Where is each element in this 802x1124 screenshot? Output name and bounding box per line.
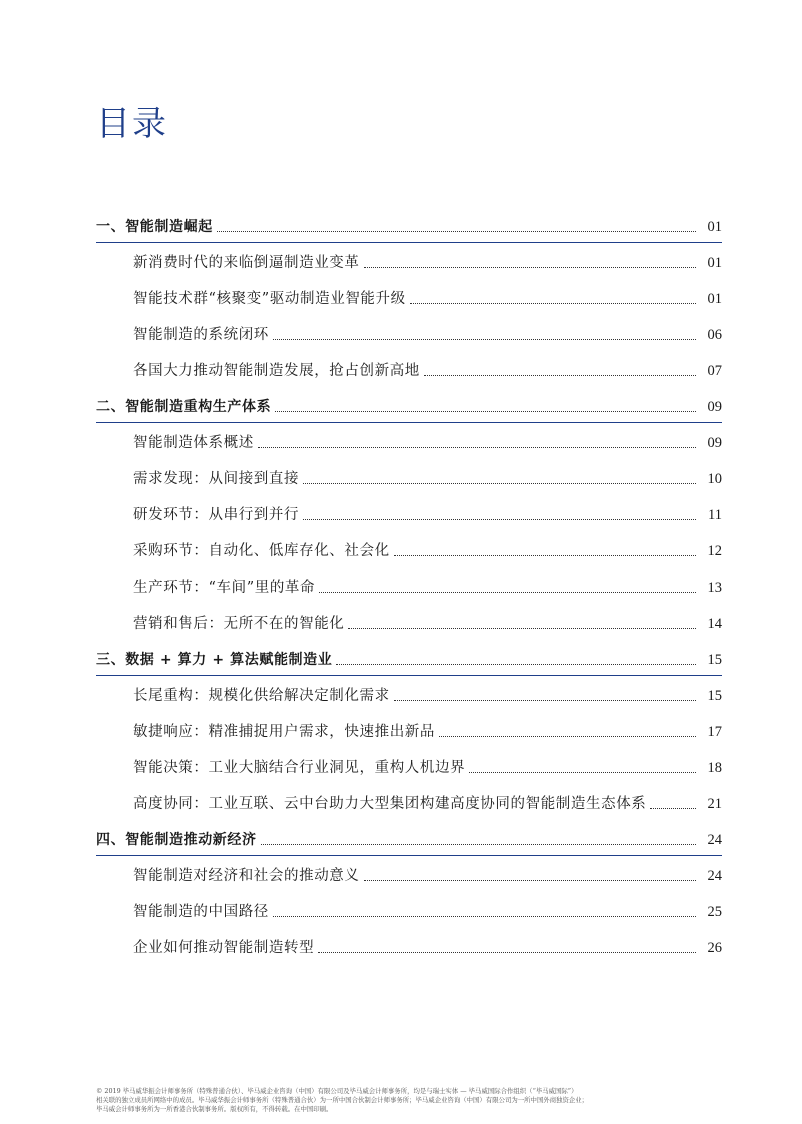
toc-section-entry: [0, 243, 802, 279]
dot-leader: [217, 231, 696, 232]
dot-leader: [348, 628, 696, 629]
chapter-underline: [96, 242, 722, 243]
toc-section-entry: [0, 892, 802, 928]
toc-page-number: 12: [707, 543, 722, 560]
toc-entry-title: 智能技术群“核聚变”驱动制造业智能升级: [133, 291, 406, 308]
toc-entry-title: 长尾重构：规模化供给解决定制化需求: [133, 687, 390, 704]
dot-leader: [319, 592, 696, 593]
toc-entry-title: 一、智能制造崛起: [96, 219, 213, 236]
toc-section-entry: [0, 676, 802, 712]
toc-section-entry: [0, 784, 802, 820]
dot-leader: [469, 772, 696, 773]
toc-entry-title: 四、智能制造推动新经济: [96, 831, 257, 848]
toc-page-number: 17: [707, 723, 722, 740]
toc-page-number: 11: [708, 507, 722, 524]
dot-leader: [424, 375, 696, 376]
dot-leader: [273, 916, 696, 917]
dot-leader: [258, 447, 696, 448]
toc-entry-title: 智能制造的中国路径: [133, 903, 269, 920]
toc-page-number: 01: [707, 291, 722, 308]
toc-section-entry: [0, 928, 802, 964]
toc-section-entry: [0, 712, 802, 748]
toc-entry-title: 企业如何推动智能制造转型: [133, 939, 315, 956]
toc-entry-title: 智能制造体系概述: [133, 435, 254, 452]
toc-page-number: 13: [707, 579, 722, 596]
dot-leader: [410, 303, 696, 304]
toc-entry-title: 采购环节：自动化、低库存化、社会化: [133, 543, 390, 560]
toc-section-entry: [0, 351, 802, 387]
toc-page-number: 24: [707, 831, 722, 848]
toc-section-entry: [0, 459, 802, 495]
dot-leader: [318, 952, 696, 953]
toc-section-entry: [0, 315, 802, 351]
dot-leader: [650, 808, 696, 809]
toc-entry-title: 二、智能制造重构生产体系: [96, 399, 272, 416]
toc-entry-title: 营销和售后：无所不在的智能化: [133, 615, 345, 632]
toc-entry-title: 智能制造对经济和社会的推动意义: [133, 867, 360, 884]
dot-leader: [364, 267, 697, 268]
toc-section-entry: [0, 279, 802, 315]
toc-page-number: 01: [707, 255, 722, 272]
dot-leader: [336, 664, 696, 665]
chapter-underline: [96, 675, 722, 676]
toc-page-number: 14: [707, 615, 722, 632]
toc-section-entry: [0, 423, 802, 459]
toc-section-entry: [0, 531, 802, 567]
toc-section-entry: [0, 604, 802, 640]
toc-chapter-entry: [0, 207, 802, 243]
dot-leader: [439, 736, 696, 737]
toc-section-entry: [0, 495, 802, 531]
dot-leader: [364, 880, 697, 881]
toc-page-number: 24: [707, 867, 722, 884]
toc-page-number: 01: [707, 219, 722, 236]
toc-entry-title: 需求发现：从间接到直接: [133, 471, 300, 488]
dot-leader: [303, 483, 696, 484]
chapter-underline: [96, 422, 722, 423]
toc-page-number: 09: [707, 435, 722, 452]
toc-entry-title: 新消费时代的来临倒逼制造业变革: [133, 255, 360, 272]
toc-section-entry: [0, 856, 802, 892]
toc-entry-title: 敏捷响应：精准捕捉用户需求，快速推出新品: [133, 723, 435, 740]
footer-line-2: 相关联的独立成员所网络中的成员。毕马威华振会计师事务所（特殊普通合伙）为一所中国合伙制会计师事务所；毕马威企业咨询（中国）有限公司为一所中国外商独资企业；: [96, 1096, 589, 1104]
toc-page-number: 18: [707, 759, 722, 776]
toc-entry-title: 高度协同：工业互联、云中台助力大型集团构建高度协同的智能制造生态体系: [133, 795, 647, 812]
dot-leader: [261, 844, 696, 845]
toc-page-number: 26: [707, 939, 722, 956]
toc-section-entry: [0, 567, 802, 603]
footer-line-3: 毕马威会计师事务所为一所香港合伙制事务所。版权所有，不得转载。在中国印刷。: [96, 1105, 333, 1113]
toc-entry-title: 生产环节：“车间”里的革命: [133, 579, 316, 596]
toc-page-number: 07: [707, 363, 722, 380]
toc-chapter-entry: [0, 820, 802, 856]
toc-entry-title: 三、数据 + 算力 + 算法赋能制造业: [96, 651, 333, 668]
toc-entry-title: 研发环节：从串行到并行: [133, 507, 300, 524]
toc-page-number: 21: [707, 795, 722, 812]
footer-line-1: © 2019 毕马威华振会计师事务所（特殊普通合伙）、毕马威企业咨询（中国）有限公司及毕马威会计师事务所，均是与瑞士实体 — 毕马威国际合作组织（“毕马威国际”）: [96, 1087, 578, 1095]
dot-leader: [303, 519, 696, 520]
dot-leader: [273, 339, 696, 340]
dot-leader: [394, 700, 696, 701]
toc-chapter-entry: [0, 640, 802, 676]
toc-entry-title: 智能决策：工业大脑结合行业洞见，重构人机边界: [133, 759, 466, 776]
dot-leader: [275, 411, 696, 412]
toc-chapter-entry: [0, 387, 802, 423]
page-title: 目录: [96, 104, 168, 144]
table-of-contents: [0, 207, 802, 964]
toc-page-number: 15: [707, 651, 722, 668]
chapter-underline: [96, 855, 722, 856]
toc-section-entry: [0, 748, 802, 784]
toc-page-number: 09: [707, 399, 722, 416]
toc-page-number: 15: [707, 687, 722, 704]
toc-page-number: 06: [707, 327, 722, 344]
toc-entry-title: 各国大力推动智能制造发展，抢占创新高地: [133, 363, 420, 380]
toc-entry-title: 智能制造的系统闭环: [133, 327, 269, 344]
copyright-footer: [96, 1087, 726, 1114]
toc-page-number: 10: [707, 471, 722, 488]
dot-leader: [394, 555, 696, 556]
toc-page-number: 25: [707, 903, 722, 920]
